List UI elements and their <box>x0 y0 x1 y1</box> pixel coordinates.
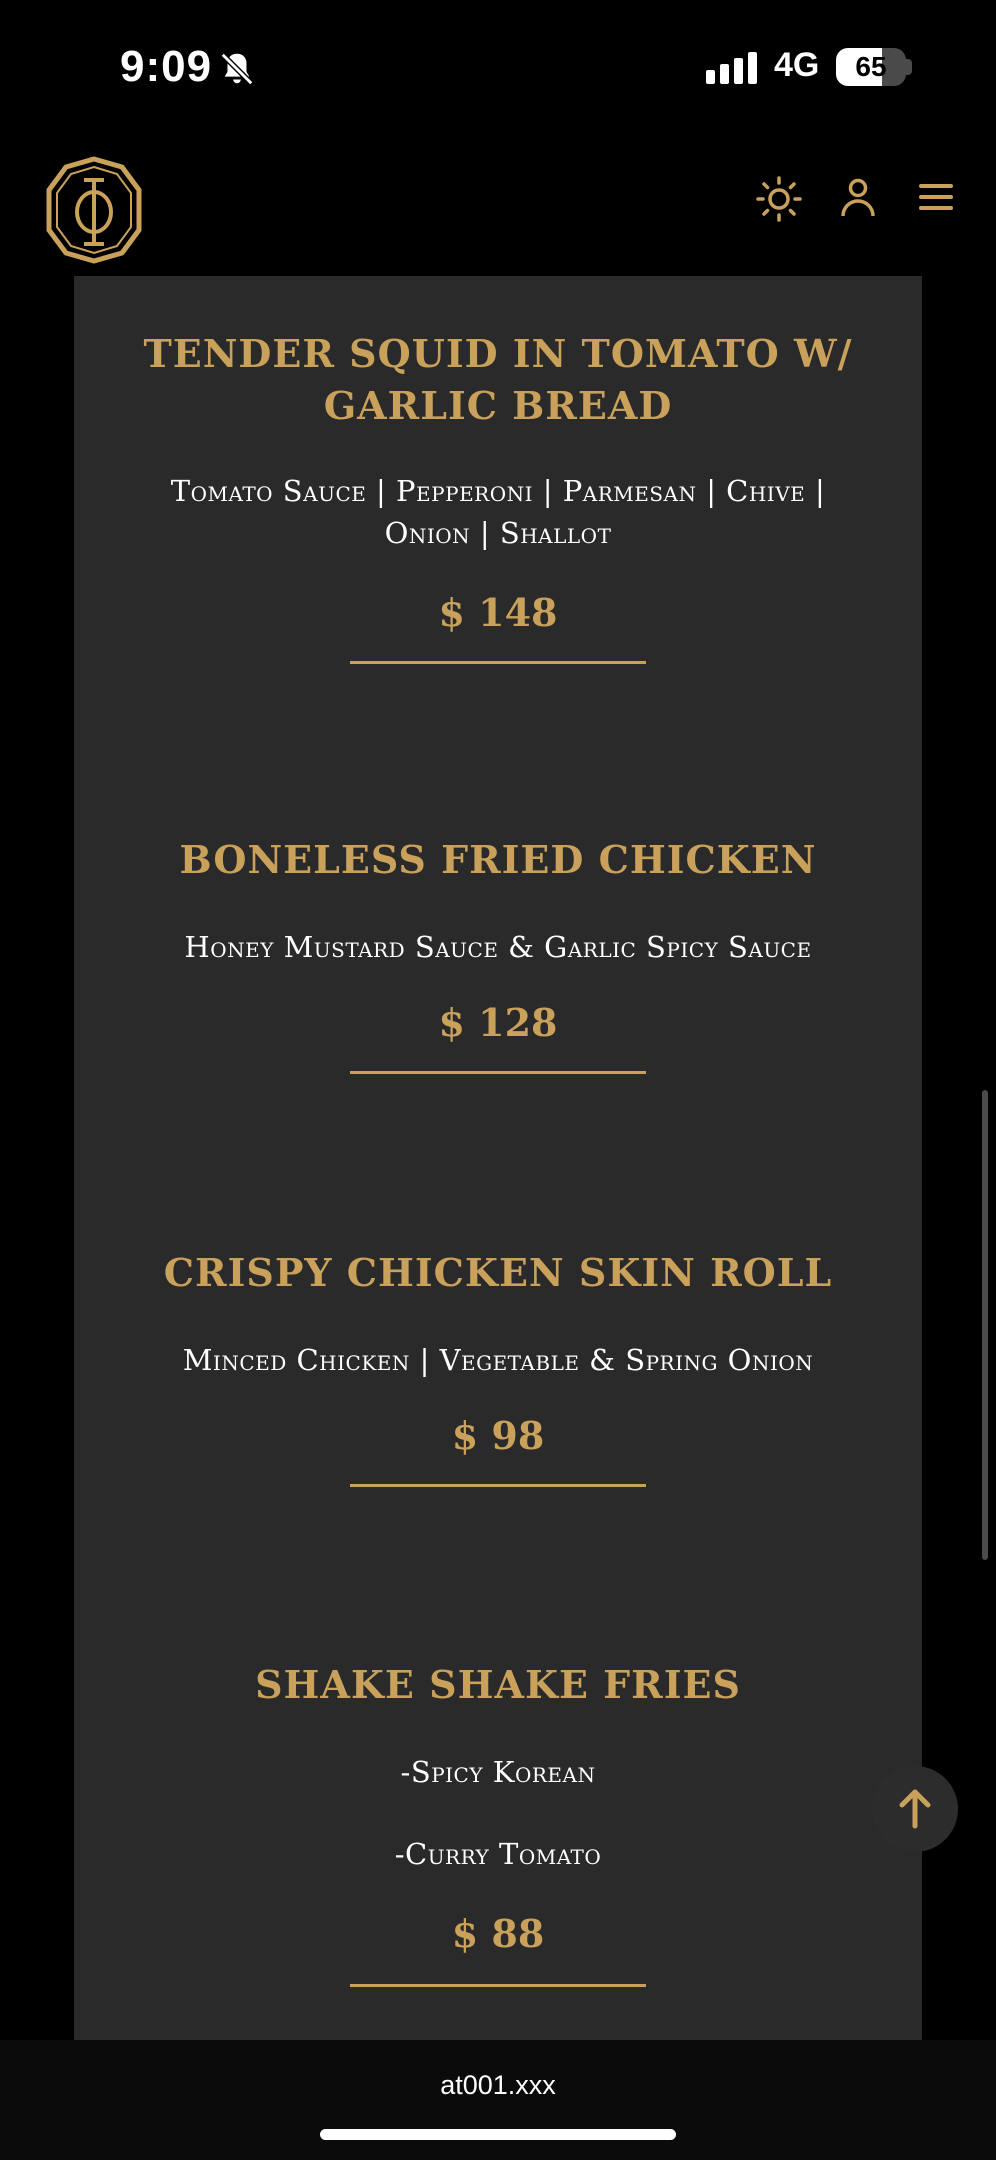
item-divider <box>350 1484 646 1487</box>
menu-list <box>74 276 922 2040</box>
menu-item-description: Honey Mustard Sauce & Garlic Spicy Sauce <box>184 930 812 964</box>
menu-item <box>74 1659 922 1987</box>
item-divider <box>350 1984 646 1987</box>
site-header <box>0 120 996 280</box>
menu-item-price: $ 88 <box>451 1911 545 1956</box>
menu-item-title: TENDER SQUID IN TOMATO W/ GARLIC BREAD <box>143 331 853 428</box>
status-bar <box>0 0 996 120</box>
logo-monogram-icon[interactable] <box>44 156 144 264</box>
menu-item-option: -Spicy Korean <box>400 1755 596 1789</box>
network-type: 4G <box>774 46 820 84</box>
status-time: 9:09 <box>120 42 213 91</box>
home-indicator[interactable] <box>320 2129 676 2140</box>
menu-item <box>74 1247 922 1487</box>
menu-item <box>74 328 922 664</box>
menu-item-title: BONELESS FRIED CHICKEN <box>179 837 817 882</box>
user-icon[interactable] <box>840 178 876 218</box>
bell-slash-icon <box>218 50 256 88</box>
item-divider <box>350 661 646 664</box>
sun-icon[interactable] <box>756 176 802 222</box>
scroll-to-top-button[interactable] <box>872 1766 958 1852</box>
menu-item-option: -Curry Tomato <box>394 1837 602 1871</box>
menu-item <box>74 834 922 1074</box>
hamburger-menu-icon[interactable] <box>918 182 954 212</box>
battery-level: 65 <box>855 51 887 82</box>
item-divider <box>350 1071 646 1074</box>
menu-item-price: $ 98 <box>451 1413 545 1458</box>
scrollbar[interactable] <box>982 1090 988 1560</box>
battery-indicator <box>836 48 906 86</box>
menu-item-price: $ 128 <box>438 1000 558 1045</box>
menu-item-title: SHAKE SHAKE FRIES <box>255 1662 741 1707</box>
menu-item-description: Minced Chicken | Vegetable & Spring Onion <box>182 1343 814 1377</box>
signal-bars-icon <box>706 52 758 84</box>
menu-item-title: CRISPY CHICKEN SKIN ROLL <box>163 1250 833 1295</box>
menu-item-description: Tomato Sauce | Pepperoni | Parmesan | Chive | Onion | Shallot <box>170 474 826 550</box>
menu-item-price: $ 148 <box>438 590 558 635</box>
battery-cap <box>906 59 912 75</box>
browser-address-bar[interactable] <box>0 2040 996 2160</box>
arrow-up-icon <box>872 1766 958 1852</box>
url-text[interactable]: at001.xxx <box>440 2070 556 2100</box>
